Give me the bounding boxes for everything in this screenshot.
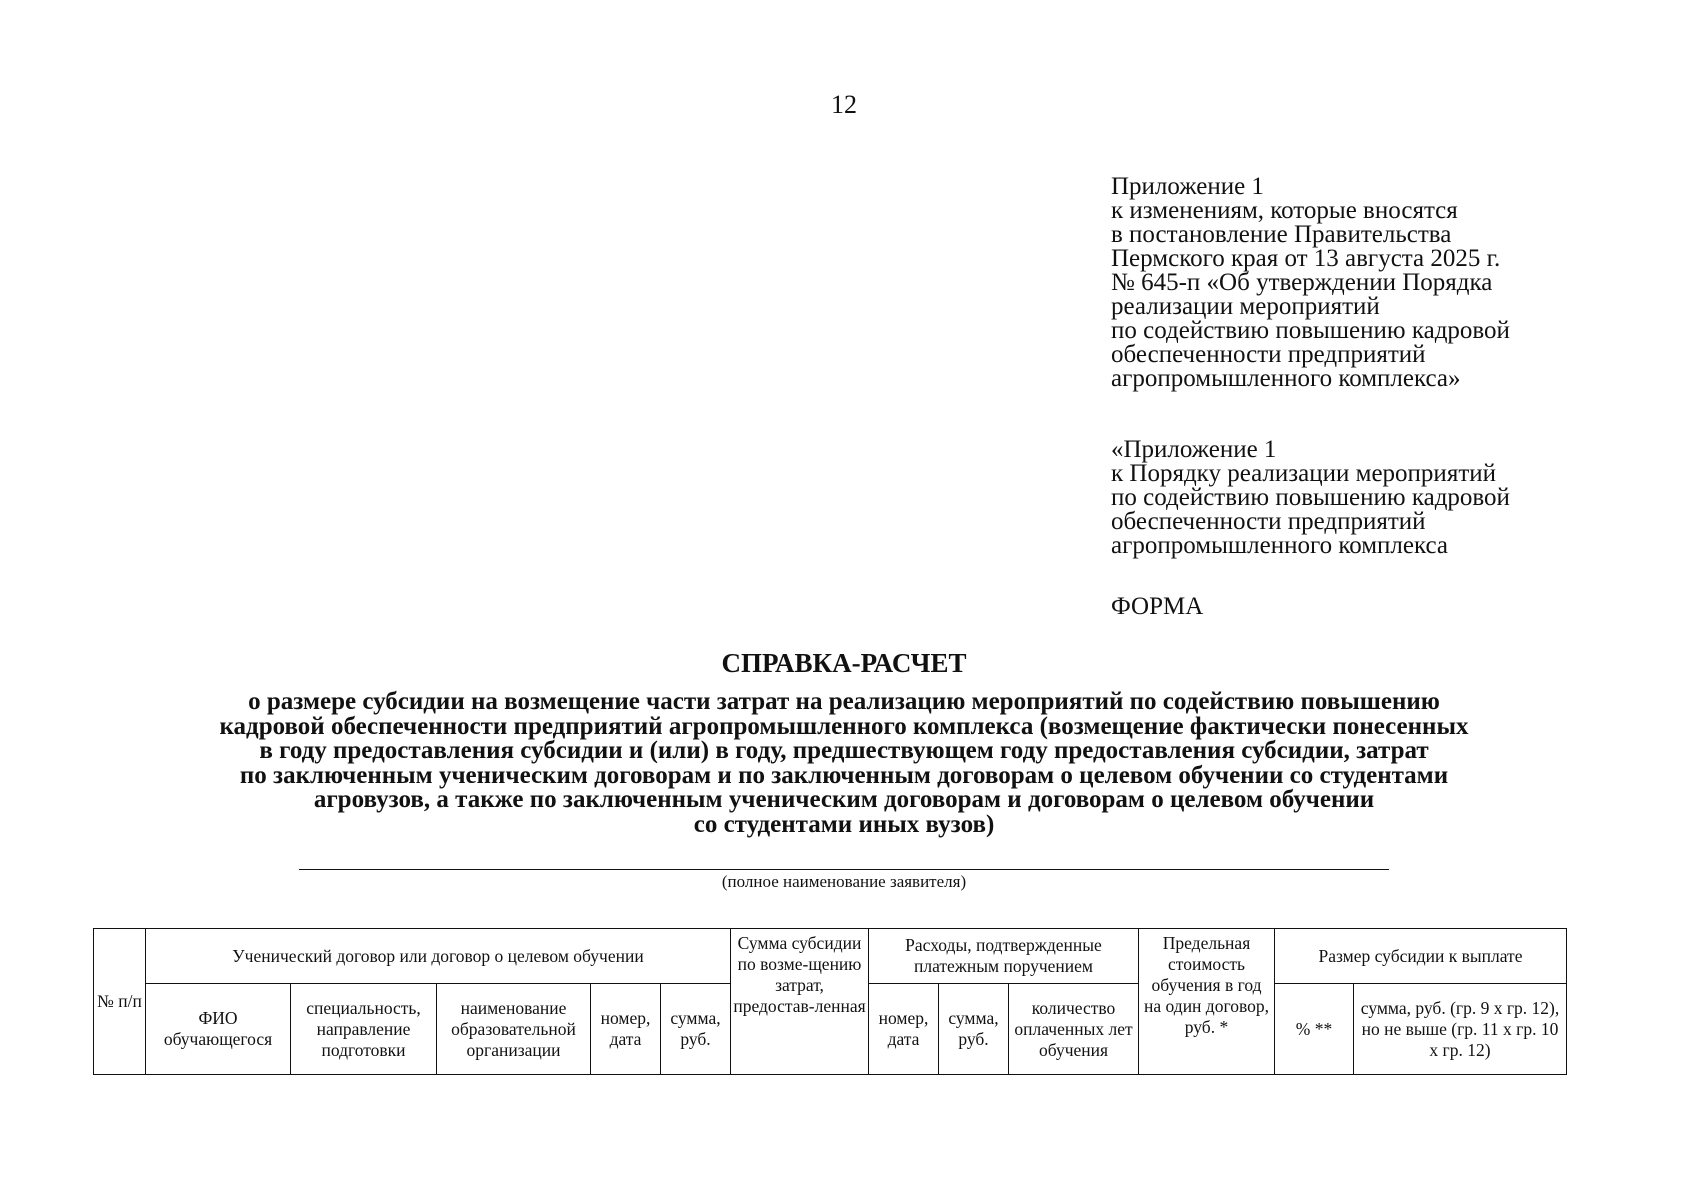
header-expense-sum: сумма, руб.	[939, 984, 1009, 1075]
applicant-caption: (полное наименование заявителя)	[721, 872, 967, 891]
header-specialty: специальность, направление подготовки	[291, 984, 437, 1075]
form-label: ФОРМА	[1111, 593, 1204, 620]
applicant-name-line	[299, 869, 1389, 870]
header-contract-group: Ученический договор или договор о целевом обучении	[146, 929, 731, 984]
subtitle-line: со студентами иных вузов)	[693, 810, 995, 838]
appendix-2-line: «Приложение 1	[1111, 436, 1277, 463]
appendix-2-line: по содействию повышению кадровой	[1111, 484, 1510, 511]
header-fio: ФИО обучающегося	[146, 984, 291, 1075]
appendix-1-line: по содействию повышению кадровой	[1111, 317, 1510, 344]
header-payout-group: Размер субсидии к выплате	[1275, 929, 1567, 984]
appendix-2-block	[1111, 438, 1510, 558]
header-number: № п/п	[94, 929, 146, 1075]
subtitle-line: агровузов, а также по заключенным ученическим договорам и договорам о целевом обучении	[313, 786, 1375, 813]
appendix-1-line: Пермского края от 13 августа 2025 г.	[1111, 245, 1501, 272]
appendix-2-line: обеспеченности предприятий	[1111, 508, 1426, 535]
table-header-row	[94, 929, 1567, 984]
appendix-1-line: агропромышленного комплекса»	[1111, 365, 1461, 392]
appendix-1-line: № 645-п «Об утверждении Порядка	[1111, 269, 1493, 296]
subtitle-line: по заключенным ученическим договорам и по заключенным договорам о целевом обучении со студентами	[239, 761, 1449, 789]
appendix-1-line: обеспеченности предприятий	[1111, 341, 1426, 368]
document-title: СПРАВКА-РАСЧЕТ	[721, 648, 967, 678]
appendix-1-line: в постановление Правительства	[1111, 221, 1452, 248]
header-percent: % **	[1275, 984, 1354, 1075]
page-number: 12	[831, 90, 857, 119]
appendix-2-line: к Порядку реализации мероприятий	[1111, 460, 1496, 487]
header-paid-years: количество оплаченных лет обучения	[1009, 984, 1139, 1075]
header-payout-sum: сумма, руб. (гр. 9 x гр. 12), но не выше (гр. 11 x гр. 10 x гр. 12)	[1354, 984, 1567, 1075]
appendix-2-line: агропромышленного комплекса	[1111, 532, 1449, 559]
subtitle-line: в году предоставления субсидии и (или) в году, предшествующем году предоставления субсидии, затрат	[259, 737, 1429, 764]
header-subsidy-sum: Сумма субсидии по возме-щению затрат, предостав-ленная	[731, 929, 869, 1075]
appendix-1-line: к изменениям, которые вносятся	[1111, 197, 1458, 224]
appendix-1-line: Приложение 1	[1111, 173, 1264, 200]
document-subtitle	[0, 690, 1688, 837]
header-contract-number: номер, дата	[591, 984, 661, 1075]
header-organization: наименование образовательной организации	[437, 984, 591, 1075]
header-expenses-group: Расходы, подтвержденные платежным поручением	[869, 929, 1139, 984]
subtitle-line: о размере субсидии на возмещение части затрат на реализацию мероприятий по содействию повышению	[248, 688, 1440, 715]
header-expense-number: номер, дата	[869, 984, 939, 1075]
calculation-table	[93, 928, 1567, 1075]
appendix-1-line: реализации мероприятий	[1111, 293, 1380, 320]
header-contract-sum: сумма, руб.	[661, 984, 731, 1075]
subtitle-line: кадровой обеспеченности предприятий агропромышленного комплекса (возмещение фактически понесенных	[219, 712, 1469, 740]
header-max-cost: Предельная стоимость обучения в год на один договор, руб. *	[1139, 929, 1275, 1075]
appendix-1-block	[1111, 175, 1510, 391]
